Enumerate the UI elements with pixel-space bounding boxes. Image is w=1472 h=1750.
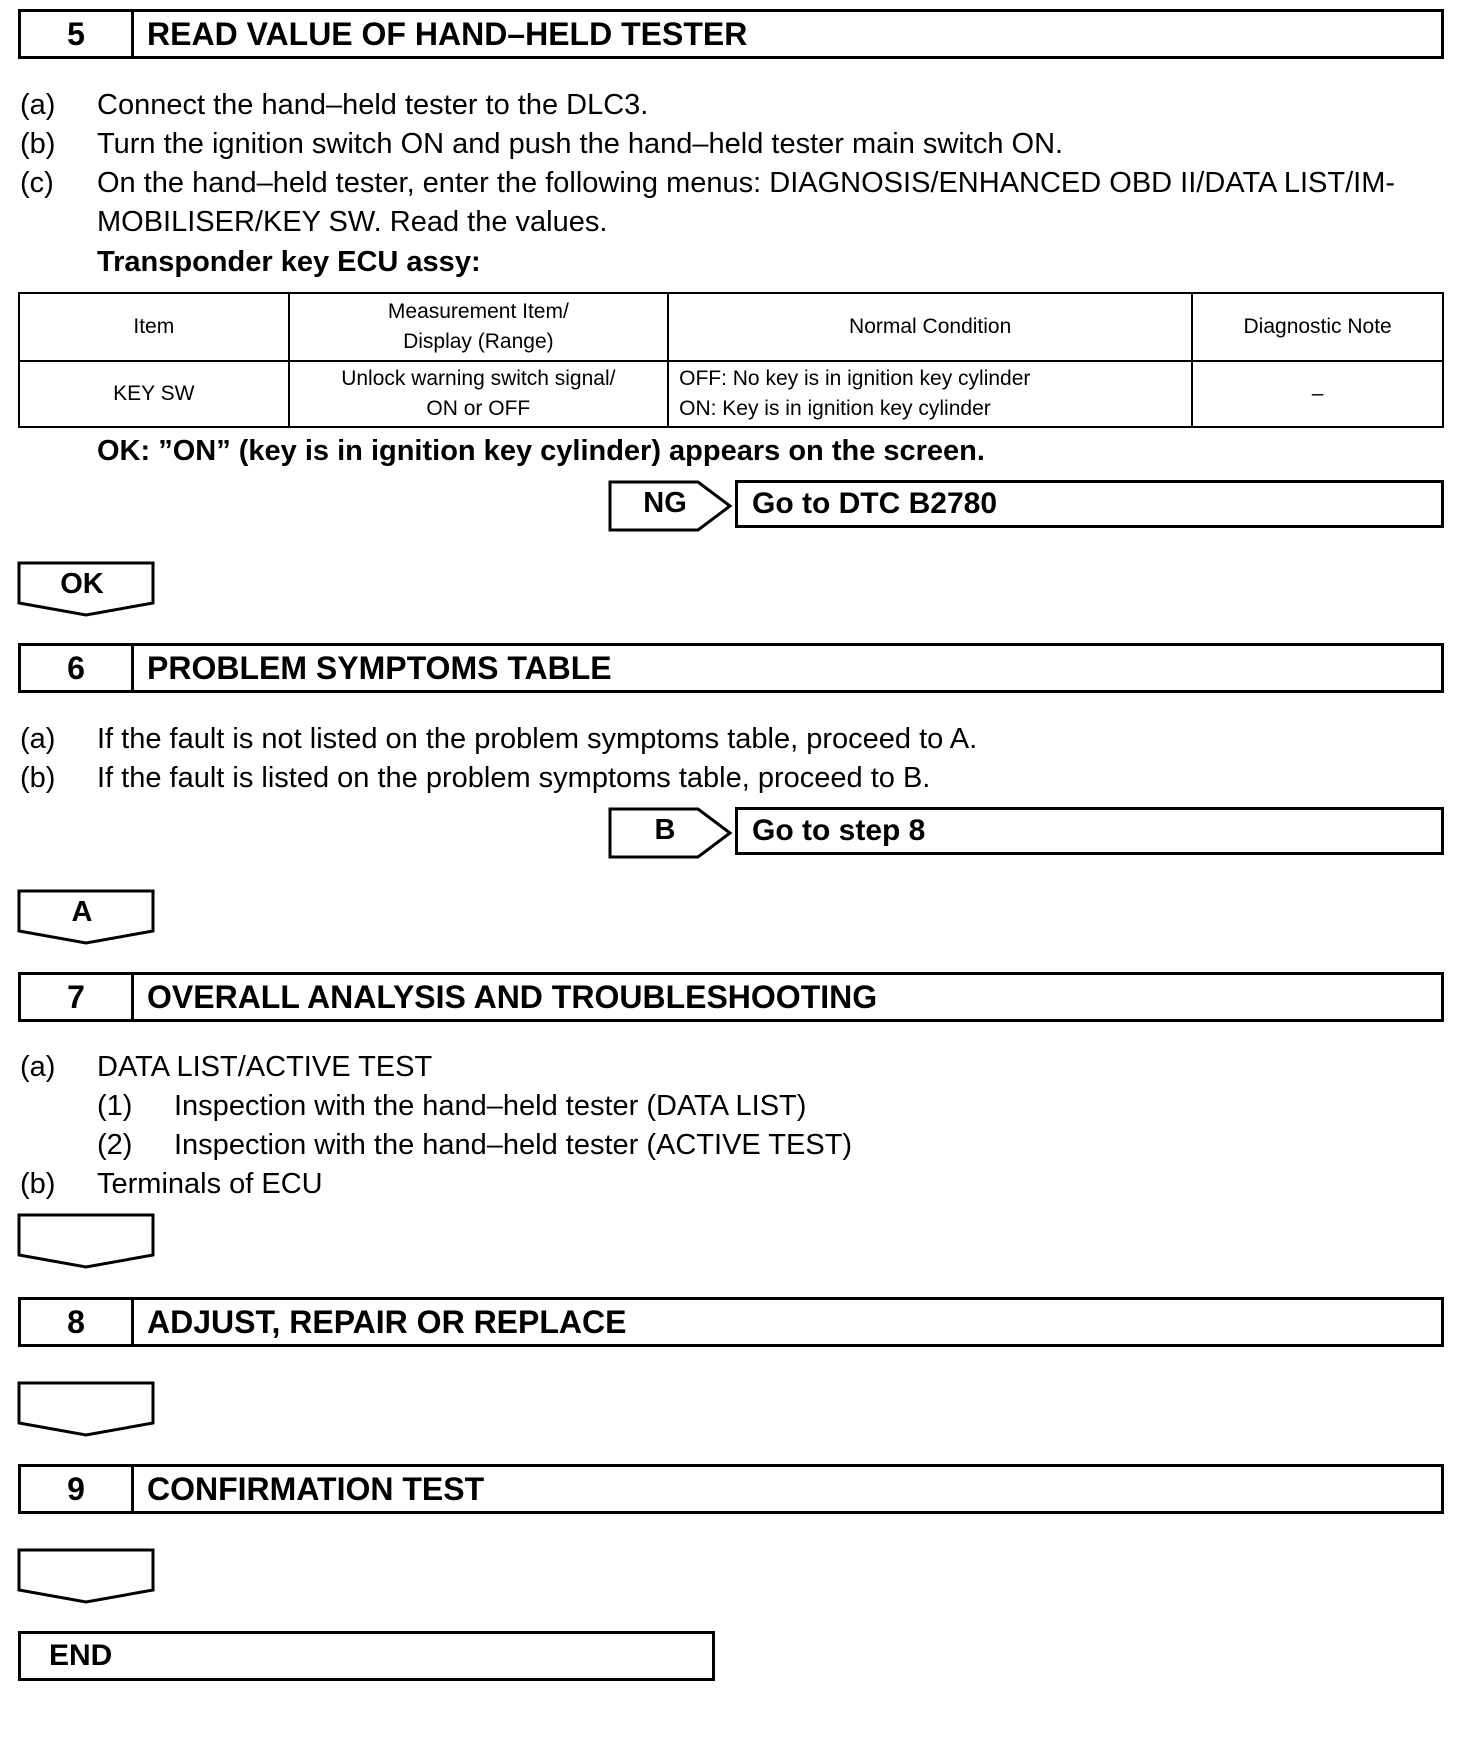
step-8-header: [18, 1297, 1444, 1347]
cell-normal-condition: [668, 361, 1192, 427]
item-text: If the fault is not listed on the problem symptoms table, proceed to A.: [97, 723, 978, 755]
step-title: ADJUST, REPAIR OR REPLACE: [147, 1303, 627, 1340]
step-number: 6: [21, 646, 134, 690]
step-7-header: [18, 972, 1444, 1022]
instruction-item: [0, 760, 930, 796]
item-label: (1): [97, 1090, 133, 1122]
step-6-header: [18, 643, 1444, 693]
table-title: Transponder key ECU assy:: [97, 246, 481, 278]
item-label: (b): [20, 128, 56, 160]
data-list-table: [18, 292, 1444, 428]
step-9-header: [18, 1464, 1444, 1514]
item-text: Turn the ignition switch ON and push the hand–held tester main switch ON.: [97, 128, 1064, 160]
sub-item: [0, 1127, 852, 1163]
instruction-item: [0, 721, 977, 757]
cell-measurement-line1: Unlock warning switch signal/: [341, 367, 616, 390]
table-row: [19, 361, 1443, 427]
ok-criteria: OK: ”ON” (key is in ignition key cylinder) appears on the screen.: [97, 435, 985, 467]
ng-branch-label: NG: [643, 487, 687, 519]
item-text: DATA LIST/ACTIVE TEST: [97, 1051, 433, 1083]
cell-normal-line2: ON: Key is in ignition key cylinder: [679, 397, 991, 420]
flow-arrow: [17, 1381, 155, 1437]
header-item: Item: [19, 293, 289, 361]
step-title: CONFIRMATION TEST: [147, 1470, 485, 1507]
sub-item: [0, 1088, 806, 1124]
header-normal-condition: Normal Condition: [668, 293, 1192, 361]
ng-branch-target: Go to DTC B2780: [735, 480, 1444, 528]
b-branch-label: B: [654, 814, 676, 846]
step-number: 9: [21, 1467, 134, 1511]
item-label: (b): [20, 1168, 56, 1200]
item-text: On the hand–held tester, enter the following menus: DIAGNOSIS/ENHANCED OBD II/DATA LIST/IM-: [97, 167, 1396, 199]
item-text: Inspection with the hand–held tester (DATA LIST): [174, 1090, 807, 1122]
item-label: (2): [97, 1129, 133, 1161]
cell-item: KEY SW: [19, 361, 289, 427]
flow-arrow: [17, 1213, 155, 1269]
step-title: READ VALUE OF HAND–HELD TESTER: [147, 15, 748, 52]
item-text: Connect the hand–held tester to the DLC3.: [97, 89, 649, 121]
instruction-item: [0, 165, 1395, 201]
item-label: (c): [20, 167, 54, 199]
flow-arrow: [17, 1548, 155, 1604]
header-measurement: [289, 293, 669, 361]
item-label: (b): [20, 762, 56, 794]
a-flow-label: A: [71, 896, 93, 928]
step-number: 8: [21, 1300, 134, 1344]
instruction-item: [0, 1166, 323, 1202]
ok-flow-label: OK: [60, 568, 104, 600]
instruction-item: [0, 1049, 432, 1085]
cell-diagnostic-note: –: [1192, 361, 1443, 427]
step-5-header: [18, 9, 1444, 59]
cell-normal-line1: OFF: No key is in ignition key cylinder: [679, 367, 1031, 390]
step-number: 7: [21, 975, 134, 1019]
step-title: OVERALL ANALYSIS AND TROUBLESHOOTING: [147, 978, 878, 1015]
step-number: 5: [21, 12, 134, 56]
instruction-item: [0, 87, 648, 123]
item-label: (a): [20, 723, 56, 755]
item-label: (a): [20, 1051, 56, 1083]
item-text: Terminals of ECU: [97, 1168, 323, 1200]
table-header-row: [19, 293, 1443, 361]
item-text: Inspection with the hand–held tester (ACTIVE TEST): [174, 1129, 853, 1161]
header-diagnostic-note: Diagnostic Note: [1192, 293, 1443, 361]
instruction-item: [0, 126, 1063, 162]
cell-measurement: [289, 361, 669, 427]
item-text: If the fault is listed on the problem symptoms table, proceed to B.: [97, 762, 931, 794]
b-branch-target: Go to step 8: [735, 807, 1444, 855]
header-measurement-line1: Measurement Item/: [387, 300, 569, 323]
cell-measurement-line2: ON or OFF: [426, 397, 531, 420]
header-measurement-line2: Display (Range): [403, 330, 554, 353]
end-box: END: [18, 1631, 715, 1681]
item-label: (a): [20, 89, 56, 121]
step-title: PROBLEM SYMPTOMS TABLE: [147, 649, 612, 686]
instruction-continuation: MOBILISER/KEY SW. Read the values.: [97, 206, 608, 238]
